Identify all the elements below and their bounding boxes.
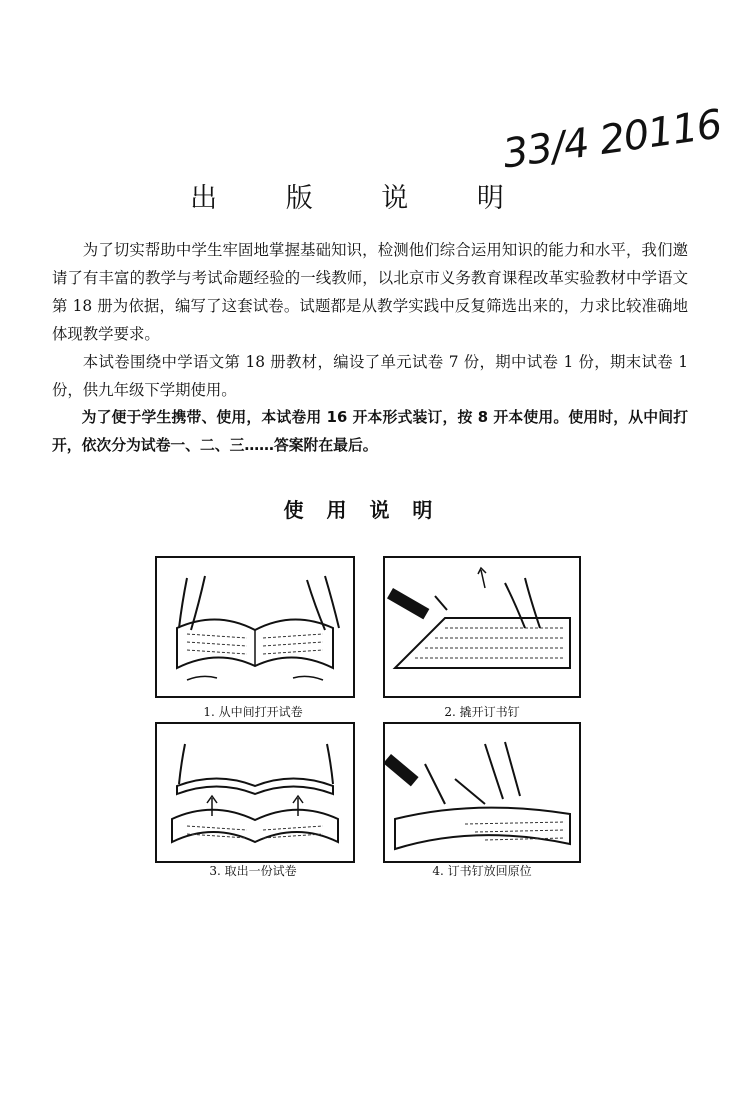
page-title: 出 版 说 明 [190,183,534,214]
paragraph-2: 本试卷围绕中学语文第 18 册教材，编设了单元试卷 7 份，期中试卷 1 份，期末试卷 1 份，供九年级下学期使用。 [52,353,688,399]
remove-paper-illustration [157,724,353,861]
handwritten-note: 33/4 20116 [500,101,725,178]
step-4-illustration [383,722,581,863]
pry-staples-illustration [385,558,579,696]
publication-notes [52,236,688,460]
paragraph-1: 为了切实帮助中学生牢固地掌握基础知识，检测他们综合运用知识的能力和水平，我们邀请了有丰富的教学与考试命题经验的一线教师，以北京市义务教育课程改革实验教材中学语文第 18 册为依据，编写了这套试卷。试题都是从教学实践中反复筛选出来的，力求比较准确地体现教学要求。 [52,241,688,343]
step-2-caption: 2. 撬开订书钉 [444,705,520,719]
step-3-illustration [155,722,355,863]
step-1-illustration [155,556,355,698]
step-1-caption: 1. 从中间打开试卷 [203,705,303,719]
step-2-illustration [383,556,581,698]
step-4-caption: 4. 订书钉放回原位 [432,864,532,878]
open-booklet-illustration [157,558,353,696]
paragraph-3-bold: 为了便于学生携带、使用，本试卷用 16 开本形式装订，按 8 开本使用。使用时，从中间打开，依次分为试卷一、二、三……答案附在最后。 [52,409,688,454]
close-staples-illustration [385,724,579,861]
step-3-caption: 3. 取出一份试卷 [209,864,297,878]
usage-title: 使 用 说 明 [283,498,441,522]
